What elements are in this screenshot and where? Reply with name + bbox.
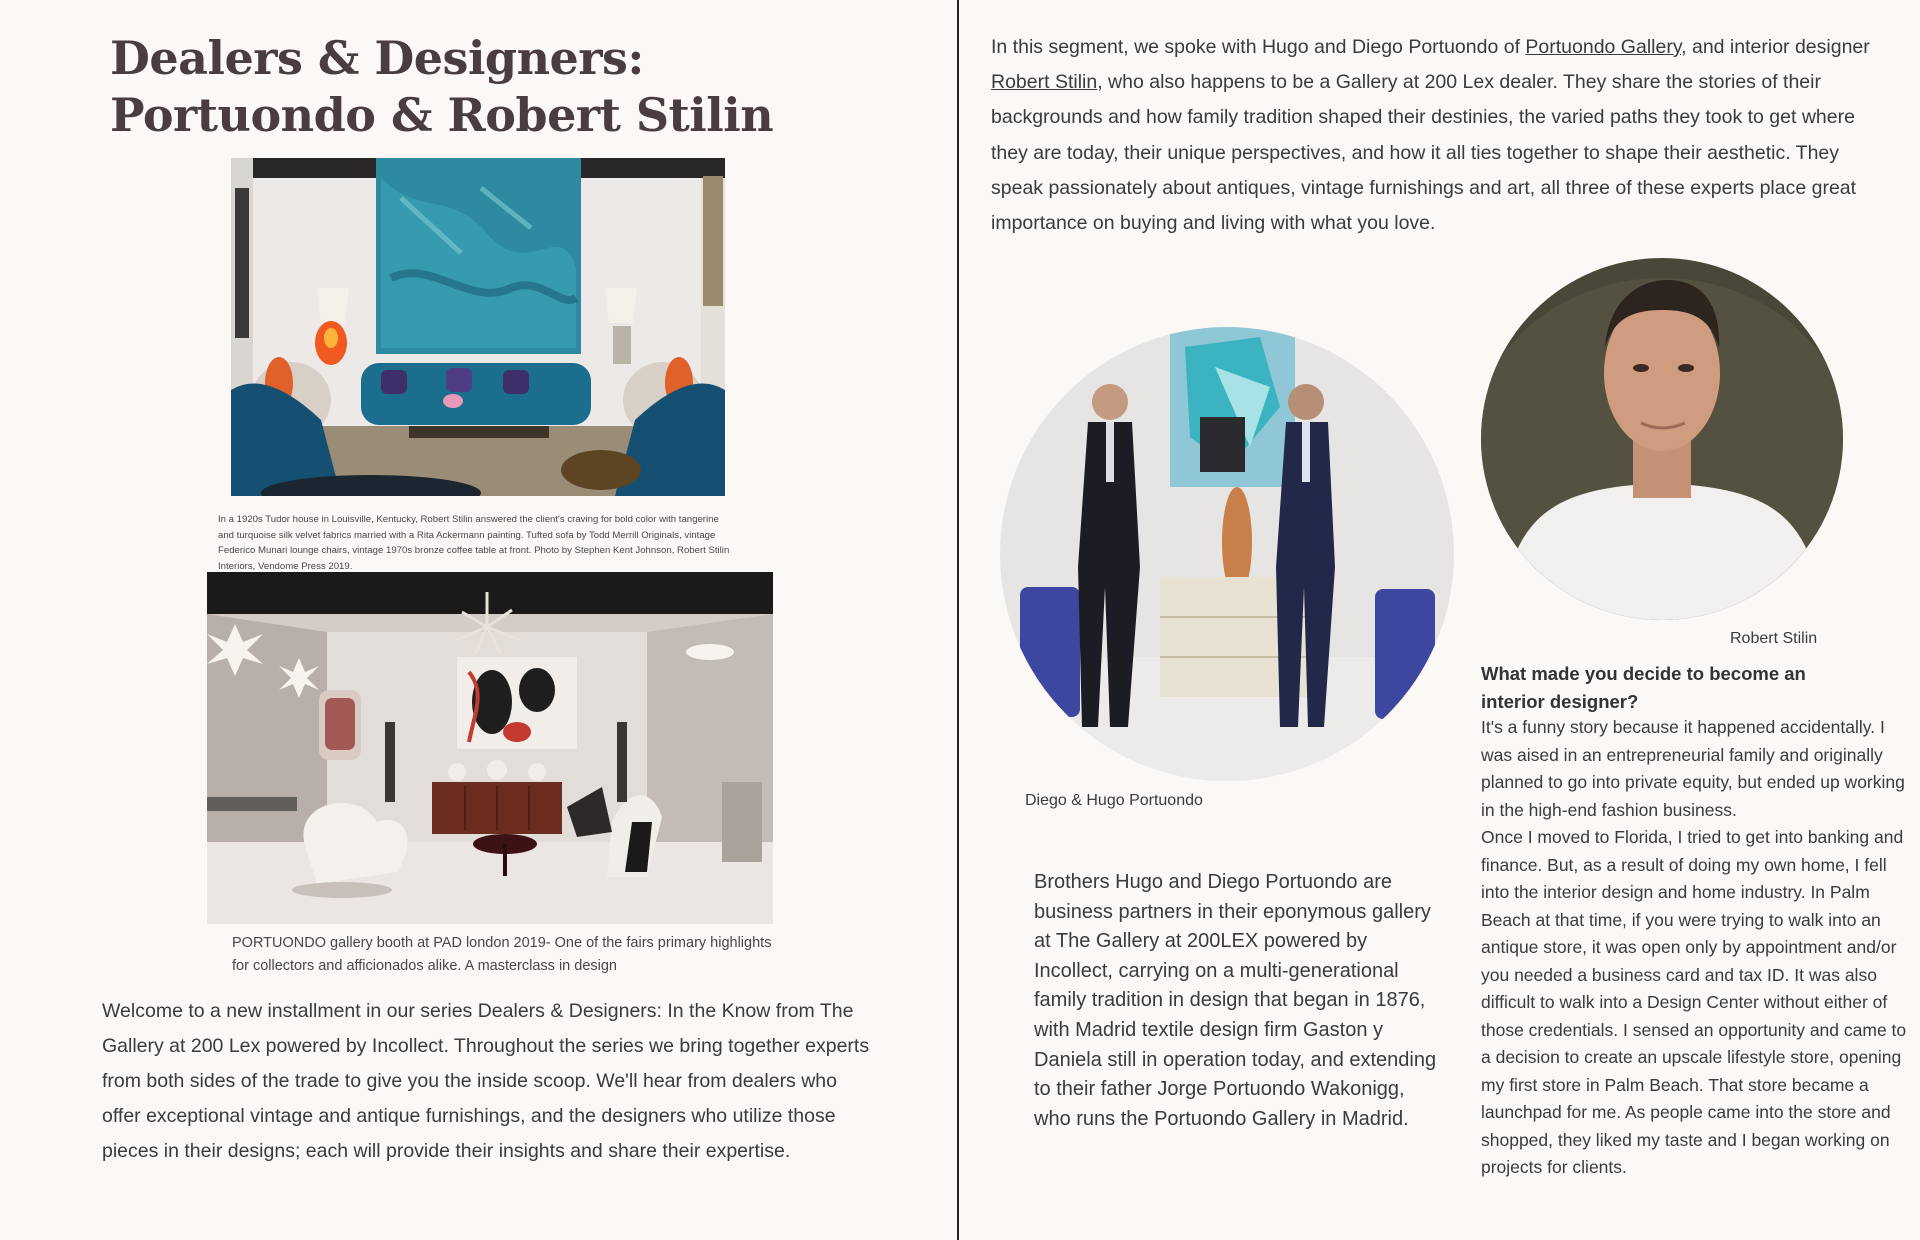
portuondo-gallery-link[interactable]: Portuondo Gallery [1525, 36, 1682, 58]
brothers-paragraph: Brothers Hugo and Diego Portuondo are business partners in their eponymous gallery at The Gallery at 200LEX powered by Incollect, carrying on a multi-generational family tradition in design that began in 1876, with Madrid textile design firm Gaston y Daniela still in operation today, and extending to their father Jorge Portuondo Wakonigg, who runs the Portuondo Gallery in Madrid. [1034, 871, 1437, 1130]
answer-paragraph-2: Once I moved to Florida, I tried to get into banking and finance. But, as a result of doing my own home, I fell into the interior design and home industry. In Palm Beach at that time, if you were trying to walk into an antique store, it was open only by appointment and/or you needed a business card and tax ID. It was also difficult to walk into a Design Center without either of those credentials. I sensed an opportunity and came to a decision to create an upscale lifestyle store, opening my first store in Palm Beach. That store became a launchpad for me. As people came into the store and shopped, they liked my taste and I began working on projects for clients. [1481, 827, 1907, 1177]
page-divider [957, 0, 959, 1240]
interview-answer [1481, 714, 1913, 1182]
booth-caption: PORTUONDO gallery booth at PAD london 2019- One of the fairs primary highlights for collectors and afficionados alike. A masterclass in design [232, 935, 772, 974]
welcome-paragraph: Welcome to a new installment in our series Dealers & Designers: In the Know from The Gallery at 200 Lex powered by Incollect. Throughout the series we bring together experts from both sides of the trade to give you the inside scoop. We'll hear from dealers who offer exceptional vintage and antique furnishings, and the designers who utilize those pieces in their designs; each will provide their insights and share their expertise. [102, 1000, 870, 1162]
robert-stilin-photo-caption: Robert Stilin [1730, 630, 1818, 647]
robert-stilin-link[interactable]: Robert Stilin [991, 71, 1098, 94]
robert-stilin-photo [1481, 258, 1843, 620]
intro-text-2: , and interior designer [1681, 36, 1870, 58]
interview-question: What made you decide to become an interior designer? [1481, 663, 1806, 712]
intro-paragraph [991, 30, 1871, 241]
booth-photo [207, 572, 773, 924]
article-title: Dealers & Designers: Portuondo & Robert Stilin [110, 31, 774, 142]
portuondo-photo-caption: Diego & Hugo Portuondo [1025, 792, 1203, 809]
portuondo-brothers-photo [1000, 327, 1454, 781]
intro-text-3: , who also happens to be a Gallery at 200 Lex dealer. They share the stories of their backgrounds and how family tradition shaped their destinies, the varied paths they took to get where they are today, their unique perspectives, and how it all ties together to shape their aesthetic. They speak passionately about antiques, vintage furnishings and art, all three of these experts place great importance on buying and living with what you love. [991, 71, 1857, 235]
intro-text-1: In this segment, we spoke with Hugo and Diego Portuondo of [991, 36, 1526, 58]
living-room-photo [231, 158, 725, 496]
answer-paragraph-1: It's a funny story because it happened accidentally. I was aised in an entrepreneurial family and originally planned to go into private equity, but ended up working in the high-end fashion business. [1481, 717, 1905, 820]
living-room-caption: In a 1920s Tudor house in Louisville, Kentucky, Robert Stilin answered the client's craving for bold color with tangerine and turquoise silk velvet fabrics married with a Rita Ackermann painting. Tufted sofa by Todd Merrill Originals, vintage Federico Munari lounge chairs, vintage 1970s bronze coffee table at front. Photo by Stephen Kent Johnson, Robert Stilin Interiors, Vendome Press 2019. [218, 514, 730, 572]
